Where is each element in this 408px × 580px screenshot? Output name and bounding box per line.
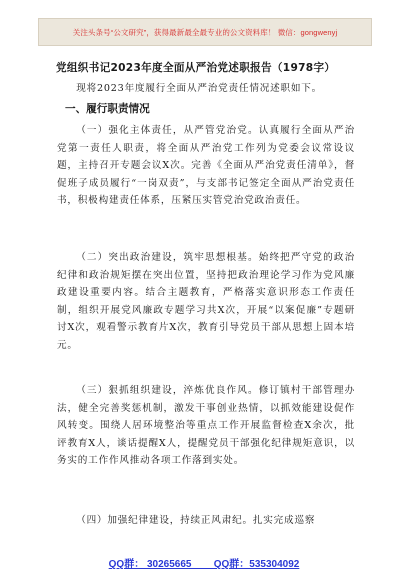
- body-paragraph-1: （一）强化主体责任，从严管党治党。认真履行全面从严治党第一责任人职责，将全面从严治党工作列为党委会议常设议题，主持召开专题会议X次。完善《全面从严治党责任清单》，督促班子成员履行“一岗双责”，与支部书记签定全面从严治党责任书，积极构建责任体系，压紧压实管党治党政治责任。: [57, 125, 355, 206]
- intro-paragraph: 现将2023年度履行全面从严治党责任情况述职如下。: [76, 83, 323, 94]
- body-paragraph-2: （二）突出政治建设，筑牢思想根基。始终把严守党的政治纪律和政治规矩摆在突出位置，坚持把政治理论学习作为党风廉政建设重要内容。结合主题教育，严格落实意识形态工作责任制，组织开展党风廉政专题学习共X次，开展“以案促廉”专题研讨X次，观看警示教育片X次，教育引导党员干部从思想上固本培元。: [57, 252, 355, 351]
- banner-text: 关注头条号“公文研究”，获得最新最全最专业的公文资料库！ 微信：gongwenyj: [72, 27, 338, 37]
- section-heading: 一、履行职责情况: [65, 103, 150, 115]
- body-paragraph-3: （三）狠抓组织建设，淬炼优良作风。修订镇村干部管理办法，健全完善奖惩机制，激发干事创业热情，以抓效能建设促作风转变。围绕人居环境整治等重点工作开展监督检查X余次，批评教育X人，谈话提醒X人，提醒党员干部强化纪律规矩意识，以务实的工作作风推动各项工作落到实处。: [57, 385, 355, 466]
- document-title: 党组织书记2023年度全面从严治党述职报告（1978字）: [56, 62, 336, 74]
- header-banner: [38, 18, 372, 46]
- body-paragraph-4: （四）加强纪律建设，持续正风肃纪。扎实完成巡察: [76, 515, 316, 526]
- footer-qq-groups[interactable]: QQ群： 30265665 QQ群：535304092: [108, 559, 300, 570]
